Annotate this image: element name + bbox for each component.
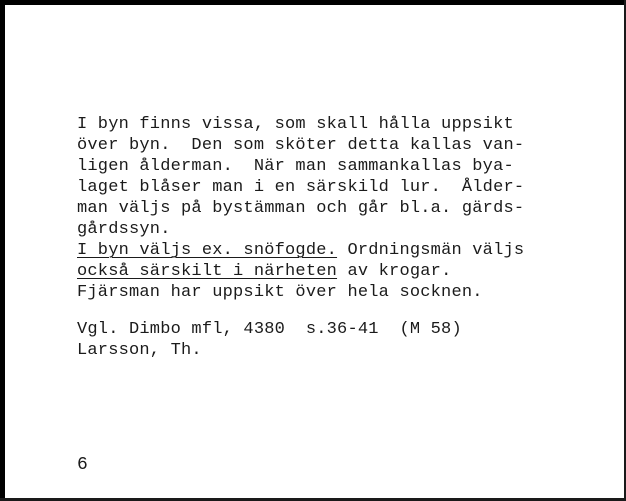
card-text — [77, 114, 524, 361]
paragraph-line: man väljs på bystämman och går bl.a. gärds- — [77, 199, 525, 218]
page-number: 6 — [77, 455, 88, 475]
paragraph-line: gårdssyn. — [77, 220, 171, 239]
line-continuation: Ordningsmän väljs — [337, 241, 525, 260]
card-edge-top — [0, 0, 626, 5]
reference-line: Larsson, Th. — [77, 341, 202, 360]
paragraph-line-mixed — [77, 240, 524, 261]
reference-line: Vgl. Dimbo mfl, 4380 s.36-41 (M 58) — [77, 320, 462, 339]
paragraph-line-mixed — [77, 261, 524, 282]
paragraph-line: Fjärsman har uppsikt över hela socknen. — [77, 283, 483, 302]
underlined-phrase: också särskilt i närheten — [77, 262, 338, 281]
paragraph-line: I byn finns vissa, som skall hålla uppsikt — [77, 115, 514, 134]
paragraph-line: över byn. Den som sköter detta kallas van- — [77, 136, 525, 155]
line-continuation: av krogar. — [337, 262, 452, 281]
underlined-phrase: I byn väljs ex. snöfogde. — [77, 241, 338, 260]
paragraph-line: laget blåser man i en särskild lur. Ålder- — [77, 178, 525, 197]
paragraph-line: ligen ålderman. När man sammankallas bya- — [77, 157, 514, 176]
card-edge-left — [0, 0, 5, 501]
